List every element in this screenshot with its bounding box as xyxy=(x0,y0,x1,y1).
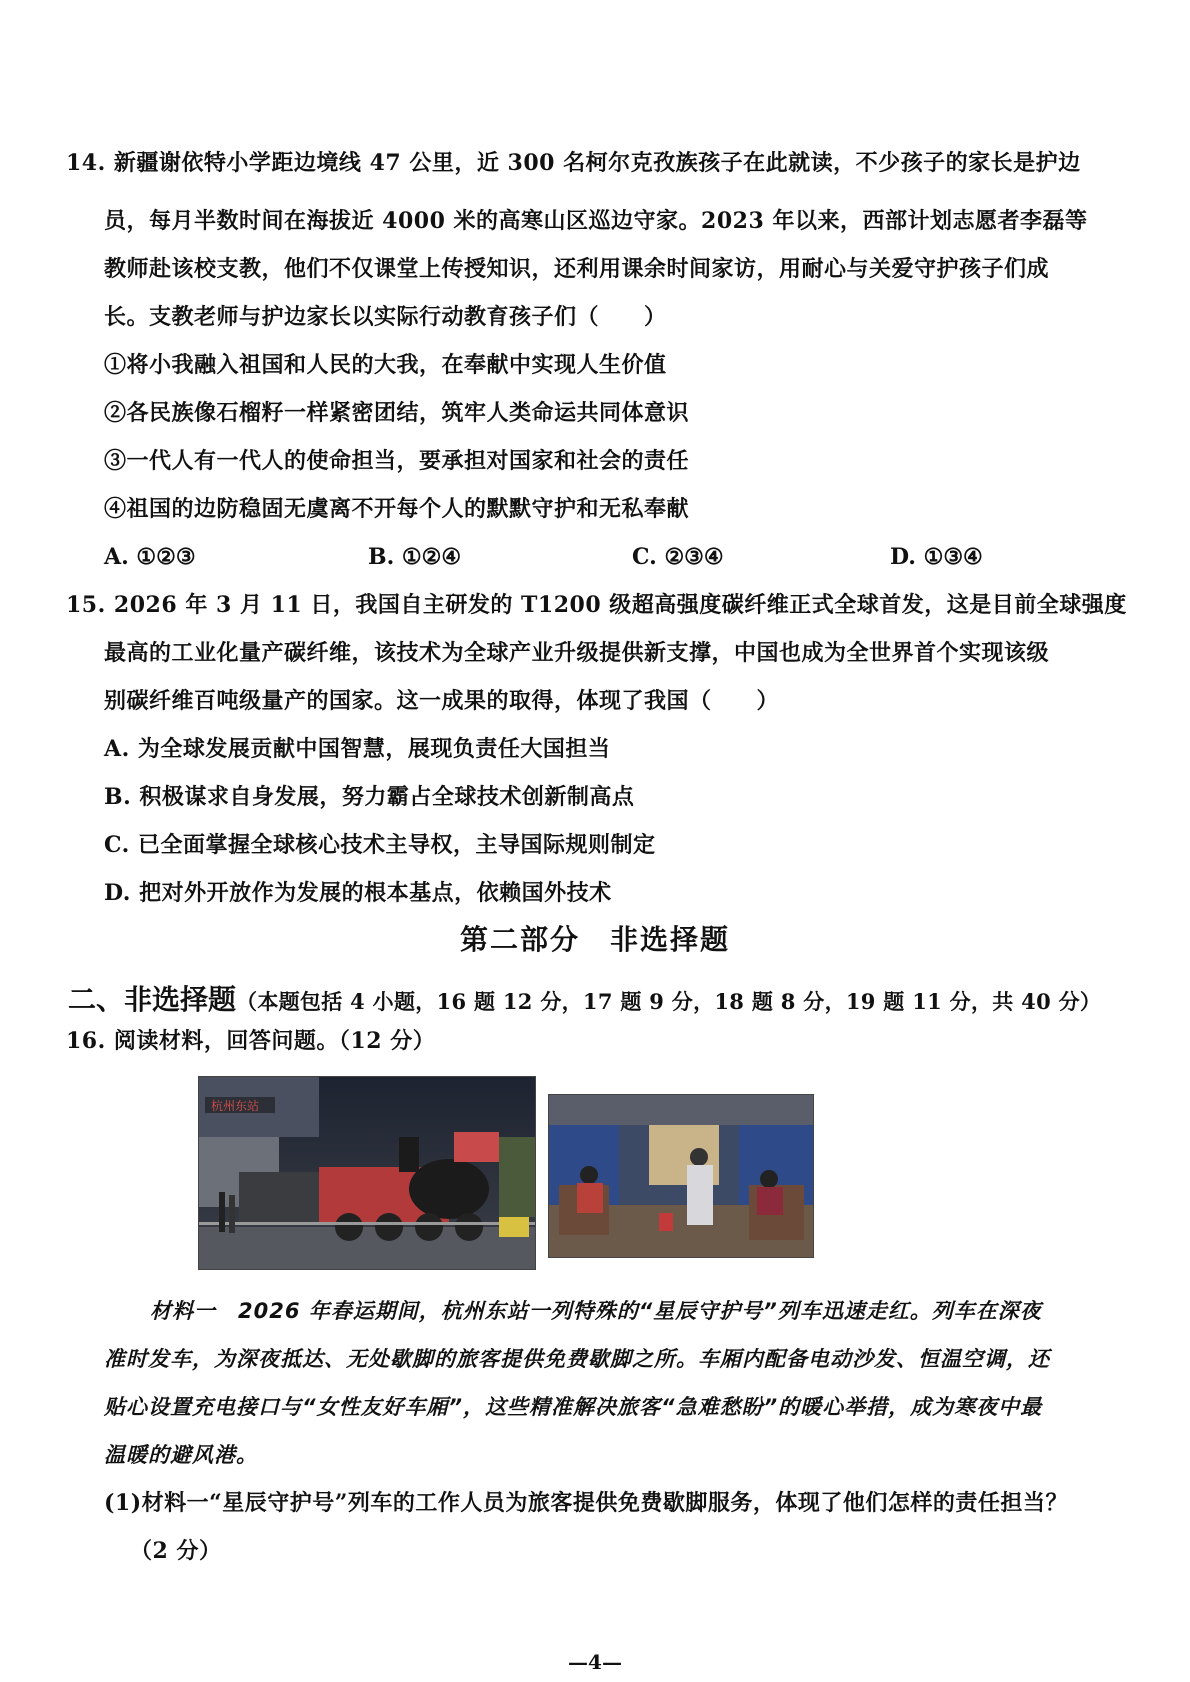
q15-line-3: 别碳纤维百吨级量产的国家。这一成果的取得，体现了我国（ ） xyxy=(104,688,780,714)
q15-line-2: 最高的工业化量产碳纤维，该技术为全球产业升级提供新支撑，中国也成为全世界首个实现该级 xyxy=(104,640,1050,666)
section-heading-label: 二、非选择题 xyxy=(68,983,237,1016)
q15-option-a: A. 为全球发展贡献中国智慧，展现负责任大国担当 xyxy=(104,736,611,762)
q14-line-3: 教师赴该校支教，他们不仅课堂上传授知识，还利用课余时间家访，用耐心与关爱守护孩子们成 xyxy=(104,256,1050,282)
q15-option-c: C. 已全面掌握全球核心技术主导权，主导国际规则制定 xyxy=(104,832,656,858)
q16-sub1: (1)材料一“星辰守护号”列车的工作人员为旅客提供免费歇脚服务，体现了他们怎样的责任担当？ xyxy=(104,1490,1068,1516)
train-interior-illustration xyxy=(549,1095,813,1257)
q14-statement-1: ①将小我融入祖国和人民的大我，在奉献中实现人生价值 xyxy=(104,352,667,378)
q16-material-line-1: 材料一 2026 年春运期间，杭州东站一列特殊的“星辰守护号”列车迅速走红。列车在深夜 xyxy=(150,1299,1042,1323)
photo-locomotive-station xyxy=(198,1076,536,1270)
q16-sub1-score: （2 分） xyxy=(130,1538,222,1564)
section-title: 第二部分 非选择题 xyxy=(459,923,730,956)
q15-option-b: B. 积极谋求自身发展，努力霸占全球技术创新制高点 xyxy=(104,784,635,810)
q14-statement-2: ②各民族像石榴籽一样紧密团结，筑牢人类命运共同体意识 xyxy=(104,400,690,426)
q14-statement-4: ④祖国的边防稳固无虞离不开每个人的默默守护和无私奉献 xyxy=(104,496,690,522)
q14-line-2: 员，每月半数时间在海拔近 4000 米的高寒山区巡边守家。2023 年以来，西部计划志愿者李磊等 xyxy=(104,208,1088,234)
q16-title: 16. 阅读材料，回答问题。（12 分） xyxy=(66,1028,436,1054)
q16-material-line-4: 温暖的避风港。 xyxy=(104,1443,258,1467)
q14-option-c: C. ②③④ xyxy=(632,544,724,570)
section-subheading: （本题包括 4 小题，16 题 12 分，17 题 9 分，18 题 8 分，19 题 11 分，共 40 分） xyxy=(236,989,1102,1014)
q14-line-4: 长。支教老师与护边家长以实际行动教育孩子们（ ） xyxy=(104,304,667,330)
q14-option-d: D. ①③④ xyxy=(890,544,983,570)
photo-train-interior xyxy=(548,1094,814,1258)
q16-material-line-3: 贴心设置充电接口与“女性友好车厢”，这些精准解决旅客“急难愁盼”的暖心举措，成为寒夜中最 xyxy=(104,1395,1043,1419)
station-sign-text: 杭州东站 xyxy=(211,1099,260,1113)
locomotive-illustration xyxy=(199,1077,535,1269)
q15-line-1: 15. 2026 年 3 月 11 日，我国自主研发的 T1200 级超高强度碳纤维正式全球首发，这是目前全球强度 xyxy=(66,592,1127,618)
q16-material-line-2: 准时发车，为深夜抵达、无处歇脚的旅客提供免费歇脚之所。车厢内配备电动沙发、恒温空调，还 xyxy=(104,1347,1050,1371)
q14-statement-3: ③一代人有一代人的使命担当，要承担对国家和社会的责任 xyxy=(104,448,690,474)
q14-option-b: B. ①②④ xyxy=(368,544,462,570)
page-number: —4— xyxy=(568,1650,622,1674)
q14-option-a: A. ①②③ xyxy=(104,544,196,570)
section-heading xyxy=(68,978,1101,1018)
q15-option-d: D. 把对外开放作为发展的根本基点，依赖国外技术 xyxy=(104,880,612,906)
q14-line-1: 14. 新疆谢依特小学距边境线 47 公里，近 300 名柯尔克孜族孩子在此就读，不少孩子的家长是护边 xyxy=(66,150,1081,176)
